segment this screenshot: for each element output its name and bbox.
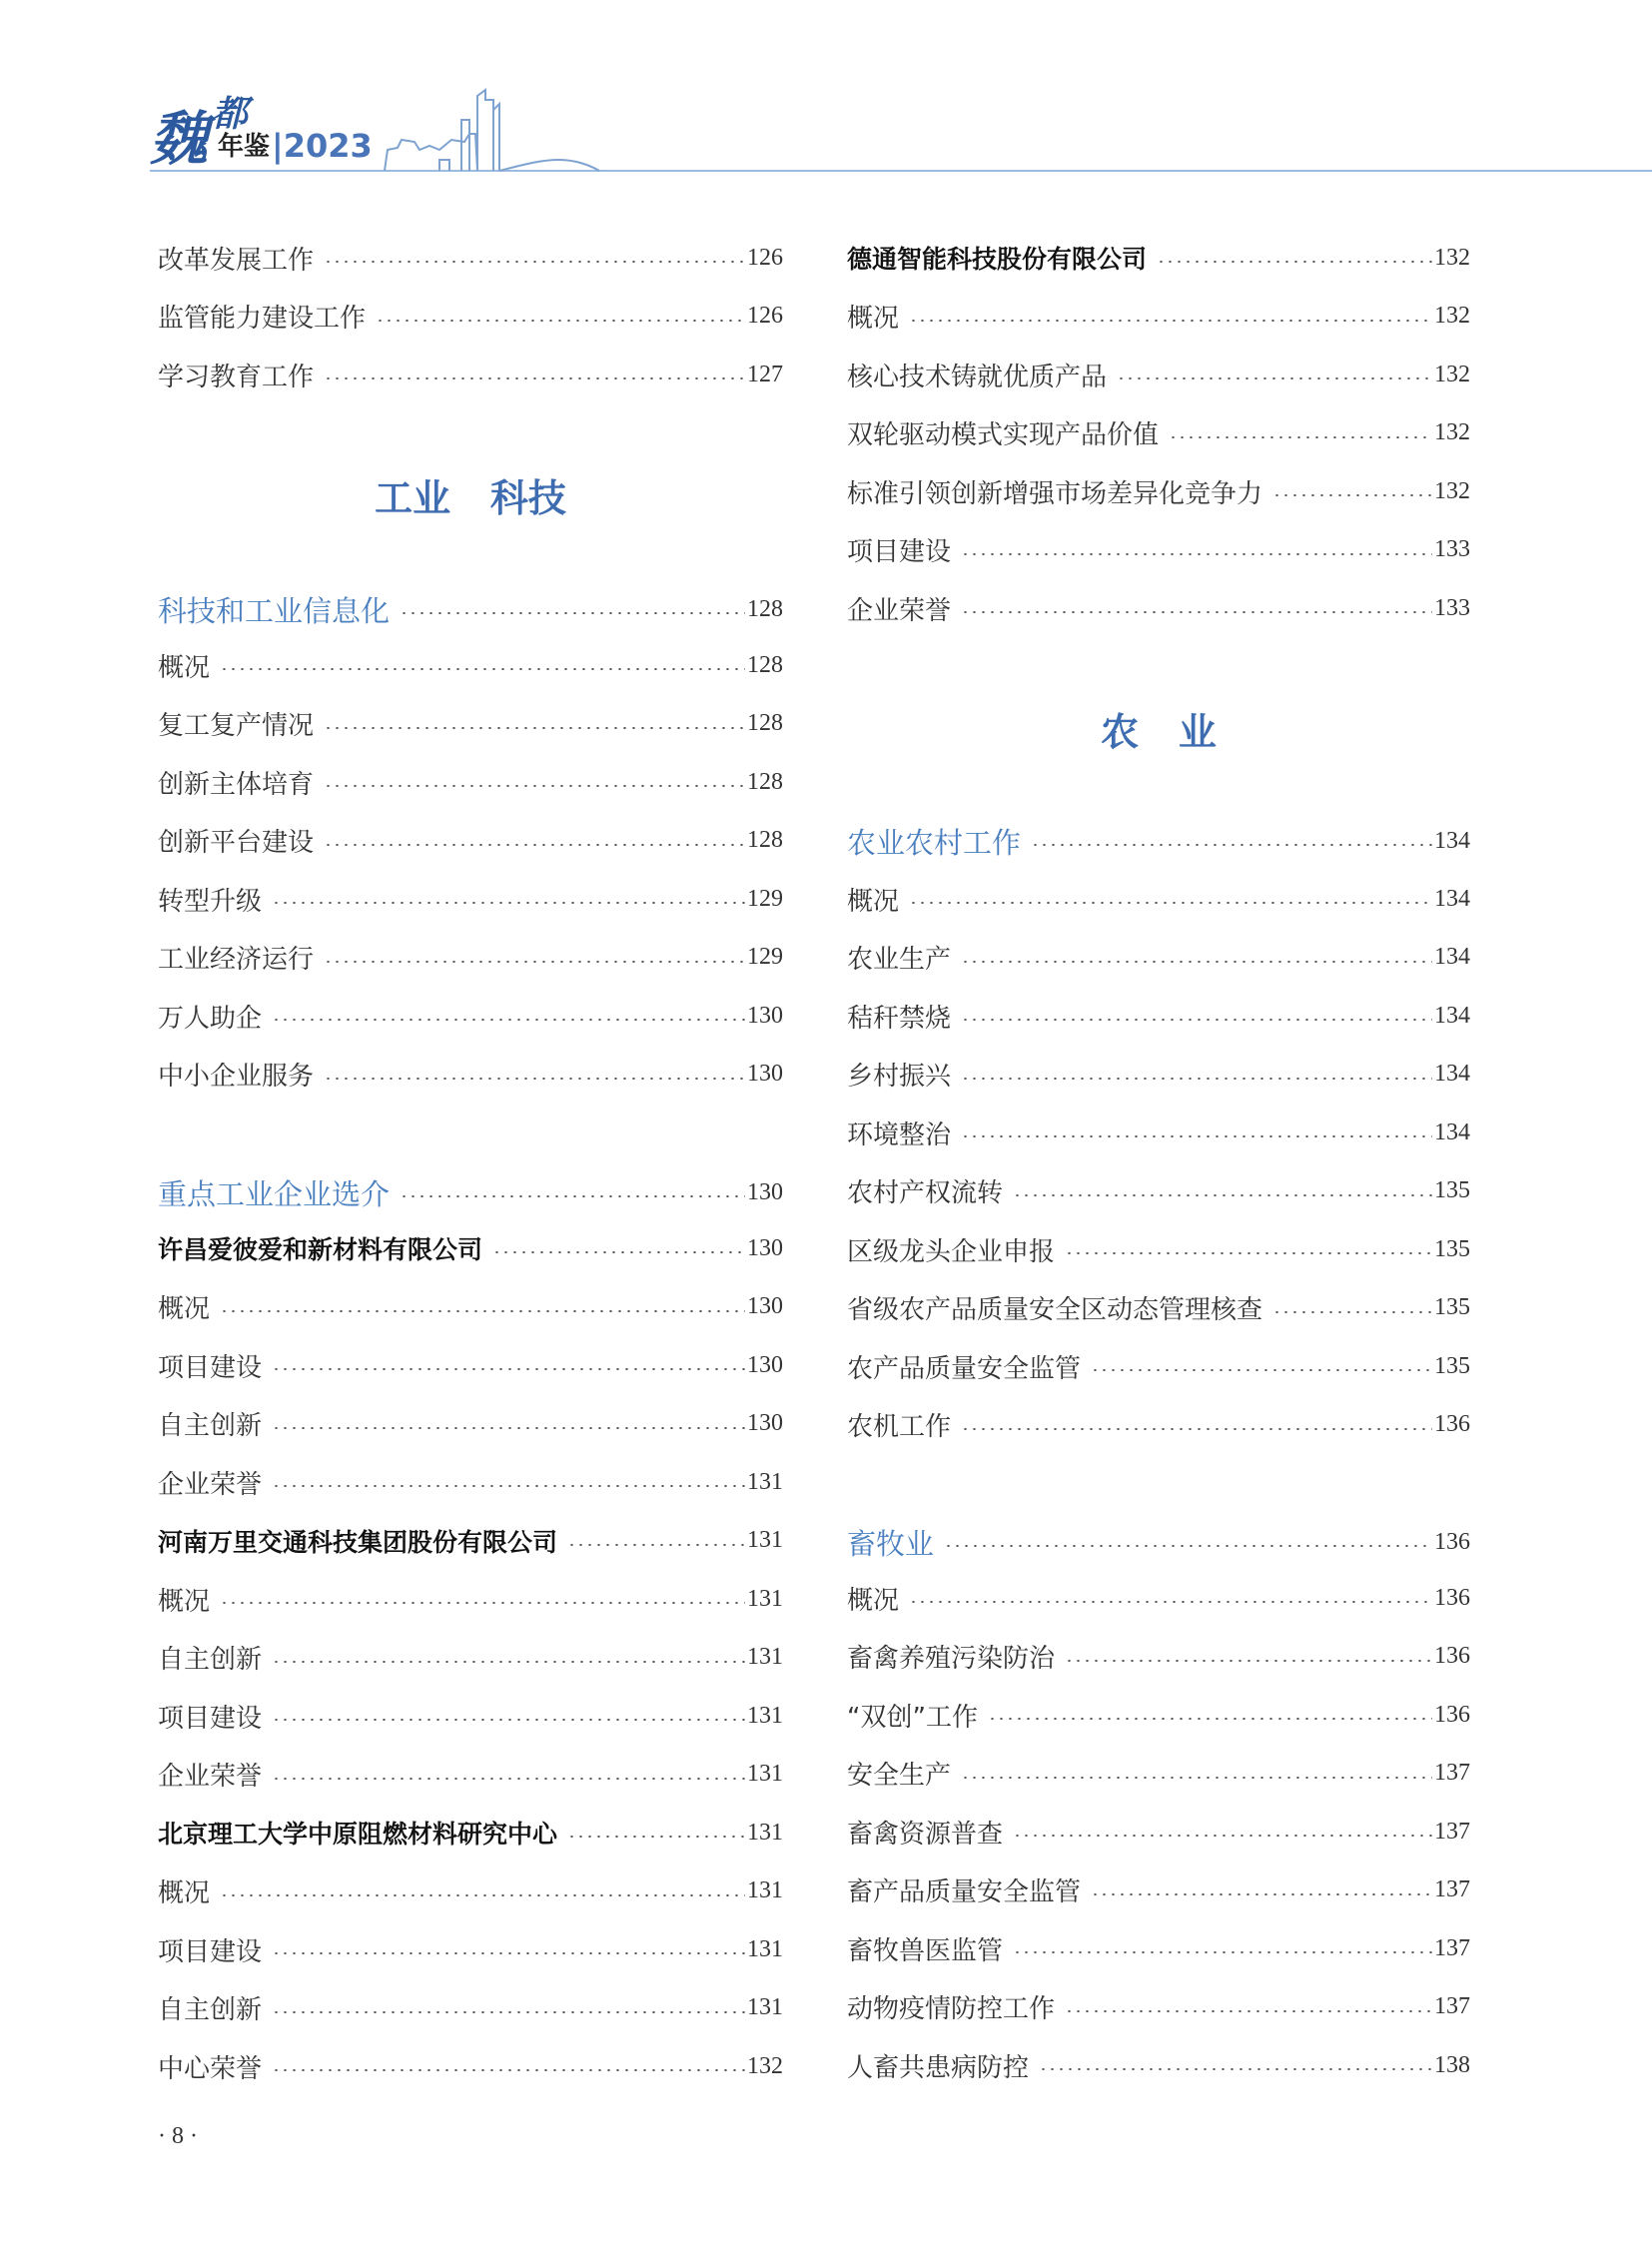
toc-leader-dots [961,553,1432,555]
toc-leader-dots [376,320,745,322]
toc-leader-dots [1065,1660,1432,1662]
toc-leader-dots [220,668,745,670]
toc-entry-label: 动物疫情防控工作 [847,1994,1056,2024]
toc-entry-label: 农村产权流转 [847,1178,1004,1208]
toc-leader-dots [988,1718,1432,1720]
toc-entry-label: 概况 [847,886,900,917]
toc-entry-label: 畜禽资源普查 [847,1819,1004,1850]
toc-entry[interactable] [847,2045,1470,2085]
toc-leader-dots [324,727,745,729]
toc-leader-dots [961,1135,1432,1137]
toc-company[interactable] [158,1813,783,1853]
toc-entry-label: 监管能力建设工作 [158,304,367,334]
toc-page-number: 130 [747,1061,783,1087]
logo-yearbook: 年鉴 [218,132,271,162]
toc-entry-label: 农业生产 [847,945,952,975]
toc-entry-label: 中心荣誉 [158,2053,263,2084]
toc-entry[interactable] [158,1055,783,1095]
toc-entry[interactable] [158,762,783,802]
toc-page-number: 128 [747,710,783,736]
toc-entry-label: 德通智能科技股份有限公司 [847,245,1148,274]
toc-entry[interactable] [158,1638,783,1678]
toc-entry[interactable] [158,355,783,394]
toc-entry-label: 人畜共患病防控 [847,2052,1030,2083]
toc-entry[interactable] [847,1346,1470,1386]
toc-page-number: 134 [1434,885,1470,912]
toc-entry-label: 学习教育工作 [158,362,315,392]
toc-entry[interactable] [847,1754,1470,1794]
toc-entry-label: 双轮驱动模式实现产品价值 [847,420,1160,450]
toc-leader-dots [1091,1369,1432,1371]
toc-leader-dots [324,377,745,379]
toc-entry-label: 工业经济运行 [158,945,315,975]
toc-entry[interactable] [158,821,783,861]
toc-entry[interactable] [158,996,783,1036]
toc-entry-label: 自主创新 [158,1995,263,2025]
toc-page-number: 134 [1434,1119,1470,1145]
toc-entry[interactable] [847,1870,1470,1910]
toc-entry[interactable] [158,297,783,337]
toc-page-number: 132 [747,2052,783,2079]
toc-entry[interactable] [158,704,783,744]
toc-category[interactable] [158,589,783,629]
toc-page-number: 129 [747,885,783,912]
toc-page-number: 136 [1434,1528,1470,1555]
toc-entry-label: 创新主体培育 [158,769,315,800]
toc-entry-label: 概况 [158,1294,211,1324]
toc-page-number: 137 [1434,1934,1470,1961]
toc-entry[interactable] [847,1113,1470,1152]
toc-entry[interactable] [847,938,1470,978]
toc-entry-label: 核心技术铸就优质产品 [847,362,1108,392]
toc-entry-label: 畜禽养殖污染防治 [847,1644,1056,1674]
toc-entry[interactable] [847,1812,1470,1852]
toc-entry[interactable] [158,1287,783,1327]
toc-entry-label: 区级龙头企业申报 [847,1236,1056,1267]
toc-entry[interactable] [158,2046,783,2086]
toc-leader-dots [272,1427,745,1429]
toc-page-number: 130 [747,1293,783,1319]
toc-page-number: 136 [1434,1584,1470,1611]
toc-leader-dots [961,1019,1432,1021]
toc-entry[interactable] [847,1637,1470,1677]
toc-entry-label: 乡村振兴 [847,1062,952,1092]
toc-entry[interactable] [158,879,783,919]
toc-page-number: 126 [747,303,783,329]
toc-entry-label: 概况 [158,1878,211,1908]
toc-entry[interactable] [158,1462,783,1502]
toc-entry-label: 省级农产品质量安全区动态管理核查 [847,1295,1263,1325]
toc-leader-dots [961,1078,1432,1080]
toc-page-number: 126 [747,244,783,271]
toc-leader-dots [1013,1951,1432,1953]
toc-entry-label: 概况 [158,652,211,683]
toc-page-number: 131 [747,1702,783,1729]
toc-leader-dots [944,1545,1432,1547]
toc-page-number: 138 [1434,2051,1470,2078]
toc-entry[interactable] [847,996,1470,1036]
toc-leader-dots [1091,1893,1432,1895]
toc-entry-label: 企业荣誉 [847,595,952,626]
toc-page-number: 131 [747,1761,783,1787]
toc-leader-dots [324,844,745,846]
toc-entry-label: 中小企业服务 [158,1062,315,1092]
toc-entry-label: 自主创新 [158,1411,263,1441]
toc-leader-dots [909,902,1432,904]
toc-page-number: 137 [1434,1876,1470,1902]
toc-company[interactable] [847,238,1470,278]
toc-leader-dots [1031,844,1432,846]
toc-entry-label: 许昌爱彼爱和新材料有限公司 [158,1235,483,1264]
toc-page-number: 128 [747,651,783,678]
toc-page-number: 137 [1434,1993,1470,2019]
toc-page-number: 134 [1434,827,1470,854]
toc-company[interactable] [158,1228,783,1268]
toc-entry[interactable] [847,1405,1470,1445]
toc-leader-dots [272,1661,745,1663]
toc-leader-dots [961,1777,1432,1779]
toc-entry-label: 秸秆禁烧 [847,1003,952,1034]
toc-entry[interactable] [847,471,1470,511]
toc-leader-dots [567,1544,745,1546]
section-title: 农 业 [1101,709,1217,754]
toc-leader-dots [272,1778,745,1780]
toc-page-number: 131 [747,1585,783,1612]
toc-leader-dots [324,261,745,263]
toc-entry[interactable] [847,1928,1470,1968]
toc-page-number: 131 [747,1644,783,1670]
toc-entry[interactable] [847,297,1470,337]
toc-page-number: 132 [1434,303,1470,329]
toc-entry-label: 农业农村工作 [847,825,1022,860]
toc-leader-dots [272,902,745,904]
toc-page-number: 136 [1434,1701,1470,1728]
toc-leader-dots [220,1894,745,1896]
toc-leader-dots [324,785,745,787]
toc-leader-dots [909,1601,1432,1603]
toc-page-number: 133 [1434,536,1470,562]
toc-leader-dots [1169,436,1432,438]
toc-entry-label: 概况 [847,1585,900,1616]
toc-leader-dots [1117,377,1432,379]
toc-page-number: 131 [747,1877,783,1903]
logo-du: 都 [212,93,249,135]
toc-page-number: 130 [747,1002,783,1029]
toc-page-number: 136 [1434,1643,1470,1669]
toc-entry-label: 概况 [847,304,900,334]
toc-page-number: 130 [747,1234,783,1261]
toc-leader-dots [272,2011,745,2013]
toc-leader-dots [220,1310,745,1312]
toc-entry[interactable] [847,413,1470,453]
toc-page-number: 131 [747,1994,783,2020]
toc-entry[interactable] [847,1578,1470,1618]
toc-entry[interactable] [847,1229,1470,1269]
toc-entry-label: 项目建设 [847,537,952,567]
toc-leader-dots [1157,261,1432,263]
toc-leader-dots [272,1485,745,1487]
toc-page-number: 137 [1434,1760,1470,1786]
toc-page-number: 134 [1434,1061,1470,1087]
toc-page-number: 132 [1434,419,1470,445]
toc-page-number: 128 [747,595,783,622]
toc-entry-label: 畜牧兽医监管 [847,1935,1004,1966]
toc-entry[interactable] [847,530,1470,570]
toc-entry[interactable] [847,1171,1470,1211]
toc-leader-dots [272,2069,745,2071]
toc-entry[interactable] [847,879,1470,919]
toc-entry-label: 科技和工业信息化 [158,593,391,628]
toc-leader-dots [492,1251,745,1253]
toc-leader-dots [1272,494,1432,496]
toc-entry[interactable] [847,1695,1470,1735]
toc-entry-label: 改革发展工作 [158,245,315,276]
toc-page-number: 132 [1434,244,1470,271]
toc-page-number: 131 [747,1935,783,1962]
toc-entry-label: 重点工业企业选介 [158,1176,391,1211]
toc-page-number: 132 [1434,361,1470,387]
toc-entry[interactable] [847,1288,1470,1328]
toc-page-number: 130 [747,1410,783,1436]
toc-page-number: 130 [747,1351,783,1378]
toc-entry[interactable] [847,588,1470,628]
toc-leader-dots [272,1952,745,1954]
toc-page-number: 128 [747,827,783,853]
toc-entry-label: 河南万里交通科技集团股份有限公司 [158,1527,558,1557]
toc-leader-dots [400,1195,745,1197]
toc-page-number: 133 [1434,594,1470,621]
toc-page-number: 131 [747,1819,783,1846]
toc-entry[interactable] [158,1871,783,1911]
toc-entry[interactable] [158,1755,783,1795]
toc-entry-label: “双创”工作 [847,1702,978,1733]
toc-leader-dots [1013,1194,1432,1196]
toc-entry[interactable] [158,1579,783,1619]
toc-entry-label: 企业荣誉 [158,1469,263,1500]
toc-entry-label: 北京理工大学中原阻燃材料研究中心 [158,1820,558,1849]
toc-entry-label: 自主创新 [158,1645,263,1675]
toc-entry-label: 标准引领创新增强市场差异化竞争力 [847,478,1263,509]
toc-page-number: 128 [747,768,783,795]
section-title: 工业 科技 [375,475,566,520]
logo-wei: 魏 [150,105,209,173]
toc-leader-dots [324,1078,745,1080]
toc-page-number: 132 [1434,477,1470,504]
toc-entry-label: 企业荣誉 [158,1762,263,1792]
logo-year: |2023 [272,127,373,165]
toc-page-number: 131 [747,1527,783,1553]
toc-page-number: 135 [1434,1235,1470,1262]
toc-page-number: 131 [747,1468,783,1495]
toc-entry[interactable] [158,1404,783,1444]
toc-leader-dots [1065,2010,1432,2012]
toc-entry-label: 万人助企 [158,1003,263,1034]
toc-leader-dots [272,1719,745,1721]
toc-page-number: 127 [747,361,783,387]
toc-page-number: 130 [747,1178,783,1205]
toc-entry-label: 环境整治 [847,1120,952,1150]
toc-leader-dots [961,961,1432,963]
toc-entry-label: 畜牧业 [847,1526,935,1561]
toc-leader-dots [1272,1311,1432,1313]
toc-entry[interactable] [158,1345,783,1385]
toc-page-number: 135 [1434,1294,1470,1320]
toc-page-number: 137 [1434,1818,1470,1845]
toc-entry[interactable] [158,238,783,278]
toc-category[interactable] [847,1522,1470,1562]
toc-entry[interactable] [158,645,783,685]
toc-page-number: 135 [1434,1352,1470,1379]
toc-leader-dots [1013,1835,1432,1837]
toc-entry-label: 项目建设 [158,1936,263,1967]
toc-page-number: 136 [1434,1411,1470,1437]
toc-entry[interactable] [158,1696,783,1736]
toc-entry-label: 概况 [158,1586,211,1617]
toc-entry-label: 安全生产 [847,1761,952,1791]
toc-category[interactable] [847,821,1470,861]
toc-leader-dots [324,961,745,963]
toc-page-number: 134 [1434,1002,1470,1029]
toc-entry[interactable] [847,1987,1470,2027]
toc-entry-label: 畜产品质量安全监管 [847,1877,1082,1907]
page-number: · 8 · [158,2123,198,2149]
toc-entry-label: 项目建设 [158,1703,263,1734]
toc-leader-dots [272,1019,745,1021]
toc-company[interactable] [158,1521,783,1561]
toc-category[interactable] [158,1172,783,1212]
toc-leader-dots [272,1368,745,1370]
toc-page-number: 135 [1434,1177,1470,1203]
toc-entry-label: 项目建设 [158,1352,263,1383]
toc-leader-dots [220,1602,745,1604]
toc-leader-dots [961,611,1432,613]
toc-entry-label: 农产品质量安全监管 [847,1353,1082,1384]
toc-leader-dots [1039,2068,1432,2070]
toc-entry[interactable] [158,1929,783,1969]
toc-entry-label: 复工复产情况 [158,711,315,741]
toc-page-number: 134 [1434,944,1470,970]
toc-leader-dots [567,1836,745,1838]
toc-entry-label: 农机工作 [847,1412,952,1442]
toc-leader-dots [961,1428,1432,1430]
toc-entry[interactable] [847,1055,1470,1095]
toc-entry[interactable] [158,1988,783,2028]
toc-entry[interactable] [158,938,783,978]
toc-page-number: 129 [747,944,783,970]
toc-leader-dots [909,320,1432,322]
toc-entry-label: 转型升级 [158,886,263,917]
toc-leader-dots [1065,1252,1432,1254]
toc-entry[interactable] [847,355,1470,394]
toc-entry-label: 创新平台建设 [158,828,315,858]
toc-leader-dots [400,612,745,614]
